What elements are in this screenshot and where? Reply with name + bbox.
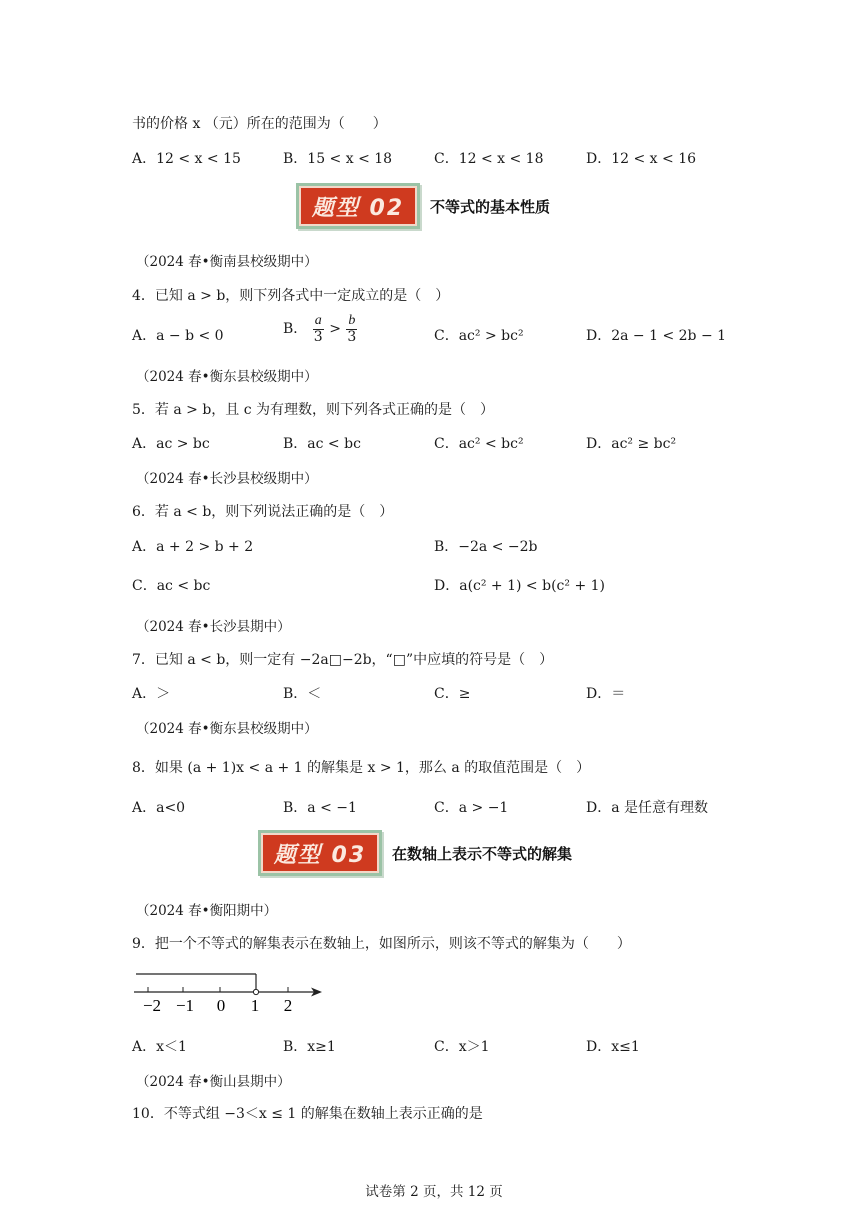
option-c: C．ac² > bc² bbox=[434, 328, 524, 344]
option-c: C．≥ bbox=[434, 686, 471, 702]
option-d: D．x≤1 bbox=[586, 1039, 640, 1055]
section-header bbox=[296, 183, 550, 229]
option-d: D．a(c² + 1) < b(c² + 1) bbox=[434, 578, 605, 594]
tick-label: 0 bbox=[216, 996, 226, 1015]
option-d: D．ac² ≥ bc² bbox=[586, 436, 677, 452]
option-b bbox=[283, 314, 358, 344]
number-line-figure bbox=[128, 965, 328, 1021]
option-d: D．12 < x < 16 bbox=[586, 151, 697, 167]
option-b: B．−2a < −2b bbox=[434, 539, 538, 555]
option-c: C．ac² < bc² bbox=[434, 436, 524, 452]
option-c: C．a > −1 bbox=[434, 800, 509, 816]
option-a: A．x＜1 bbox=[132, 1039, 187, 1055]
option-b: B．＜ bbox=[283, 686, 322, 702]
open-point bbox=[253, 989, 258, 994]
question-stem: 4．已知 a > b，则下列各式中一定成立的是（ ） bbox=[132, 288, 450, 304]
option-d: D．＝ bbox=[586, 686, 626, 702]
question-source: （2024 春•衡东县校级期中） bbox=[136, 721, 318, 737]
option-b: B．ac < bc bbox=[283, 436, 361, 452]
fraction: $\frac{a}{3}$ bbox=[313, 313, 323, 345]
option-d: D．2a − 1 < 2b − 1 bbox=[586, 328, 727, 344]
question-source: （2024 春•衡阳期中） bbox=[136, 903, 278, 919]
operator: > bbox=[329, 321, 341, 338]
option-b: B．x≥1 bbox=[283, 1039, 336, 1055]
option-a: A．ac > bc bbox=[132, 436, 210, 452]
tick-label: 1 bbox=[250, 996, 260, 1015]
question-source: （2024 春•衡南县校级期中） bbox=[136, 254, 318, 270]
question-stem: 10．不等式组 −3＜x ≤ 1 的解集在数轴上表示正确的是 bbox=[132, 1106, 483, 1122]
question-stem: 9．把一个不等式的解集表示在数轴上，如图所示，则该不等式的解集为（ ） bbox=[132, 936, 631, 952]
option-d: D．a 是任意有理数 bbox=[586, 800, 709, 816]
tick-label: 2 bbox=[283, 996, 293, 1015]
option-b: B．15 < x < 18 bbox=[283, 151, 393, 167]
question-stem: 6．若 a < b，则下列说法正确的是（ ） bbox=[132, 504, 394, 520]
question-source: （2024 春•长沙县校级期中） bbox=[136, 471, 318, 487]
section-badge: 题型 03 bbox=[258, 830, 382, 876]
question-stem: 5．若 a > b，且 c 为有理数，则下列各式正确的是（ ） bbox=[132, 402, 495, 418]
section-title: 不等式的基本性质 bbox=[430, 197, 551, 216]
page-footer: 试卷第 2 页，共 12 页 bbox=[365, 1184, 503, 1200]
option-c: C．12 < x < 18 bbox=[434, 151, 544, 167]
option-a: A．12 < x < 15 bbox=[132, 151, 241, 167]
option-a: A．a + 2 > b + 2 bbox=[132, 539, 254, 555]
tick-label: −1 bbox=[175, 996, 195, 1015]
question-stem: 书的价格 x （元）所在的范围为（ ） bbox=[132, 116, 387, 132]
option-c: C．ac < bc bbox=[132, 578, 211, 594]
tick-label: −2 bbox=[142, 996, 162, 1015]
option-a: A．a<0 bbox=[132, 800, 186, 816]
question-stem: 7．已知 a < b，则一定有 −2a□−2b，“□”中应填的符号是（ ） bbox=[132, 652, 554, 668]
fraction: $\frac{b}{3}$ bbox=[347, 313, 357, 345]
question-stem: 8．如果 (a + 1)x < a + 1 的解集是 x > 1，那么 a 的取值范围是（ ） bbox=[132, 760, 591, 776]
option-c: C．x＞1 bbox=[434, 1039, 490, 1055]
option-b: B．a < −1 bbox=[283, 800, 357, 816]
section-badge: 题型 02 bbox=[296, 183, 420, 229]
question-source: （2024 春•衡东县校级期中） bbox=[136, 369, 318, 385]
section-header bbox=[258, 830, 572, 876]
question-source: （2024 春•衡山县期中） bbox=[136, 1074, 291, 1090]
option-a: A．a − b < 0 bbox=[132, 328, 224, 344]
question-source: （2024 春•长沙县期中） bbox=[136, 619, 291, 635]
section-title: 在数轴上表示不等式的解集 bbox=[392, 844, 573, 863]
option-a: A．＞ bbox=[132, 686, 171, 702]
option-label: B． bbox=[283, 321, 308, 338]
